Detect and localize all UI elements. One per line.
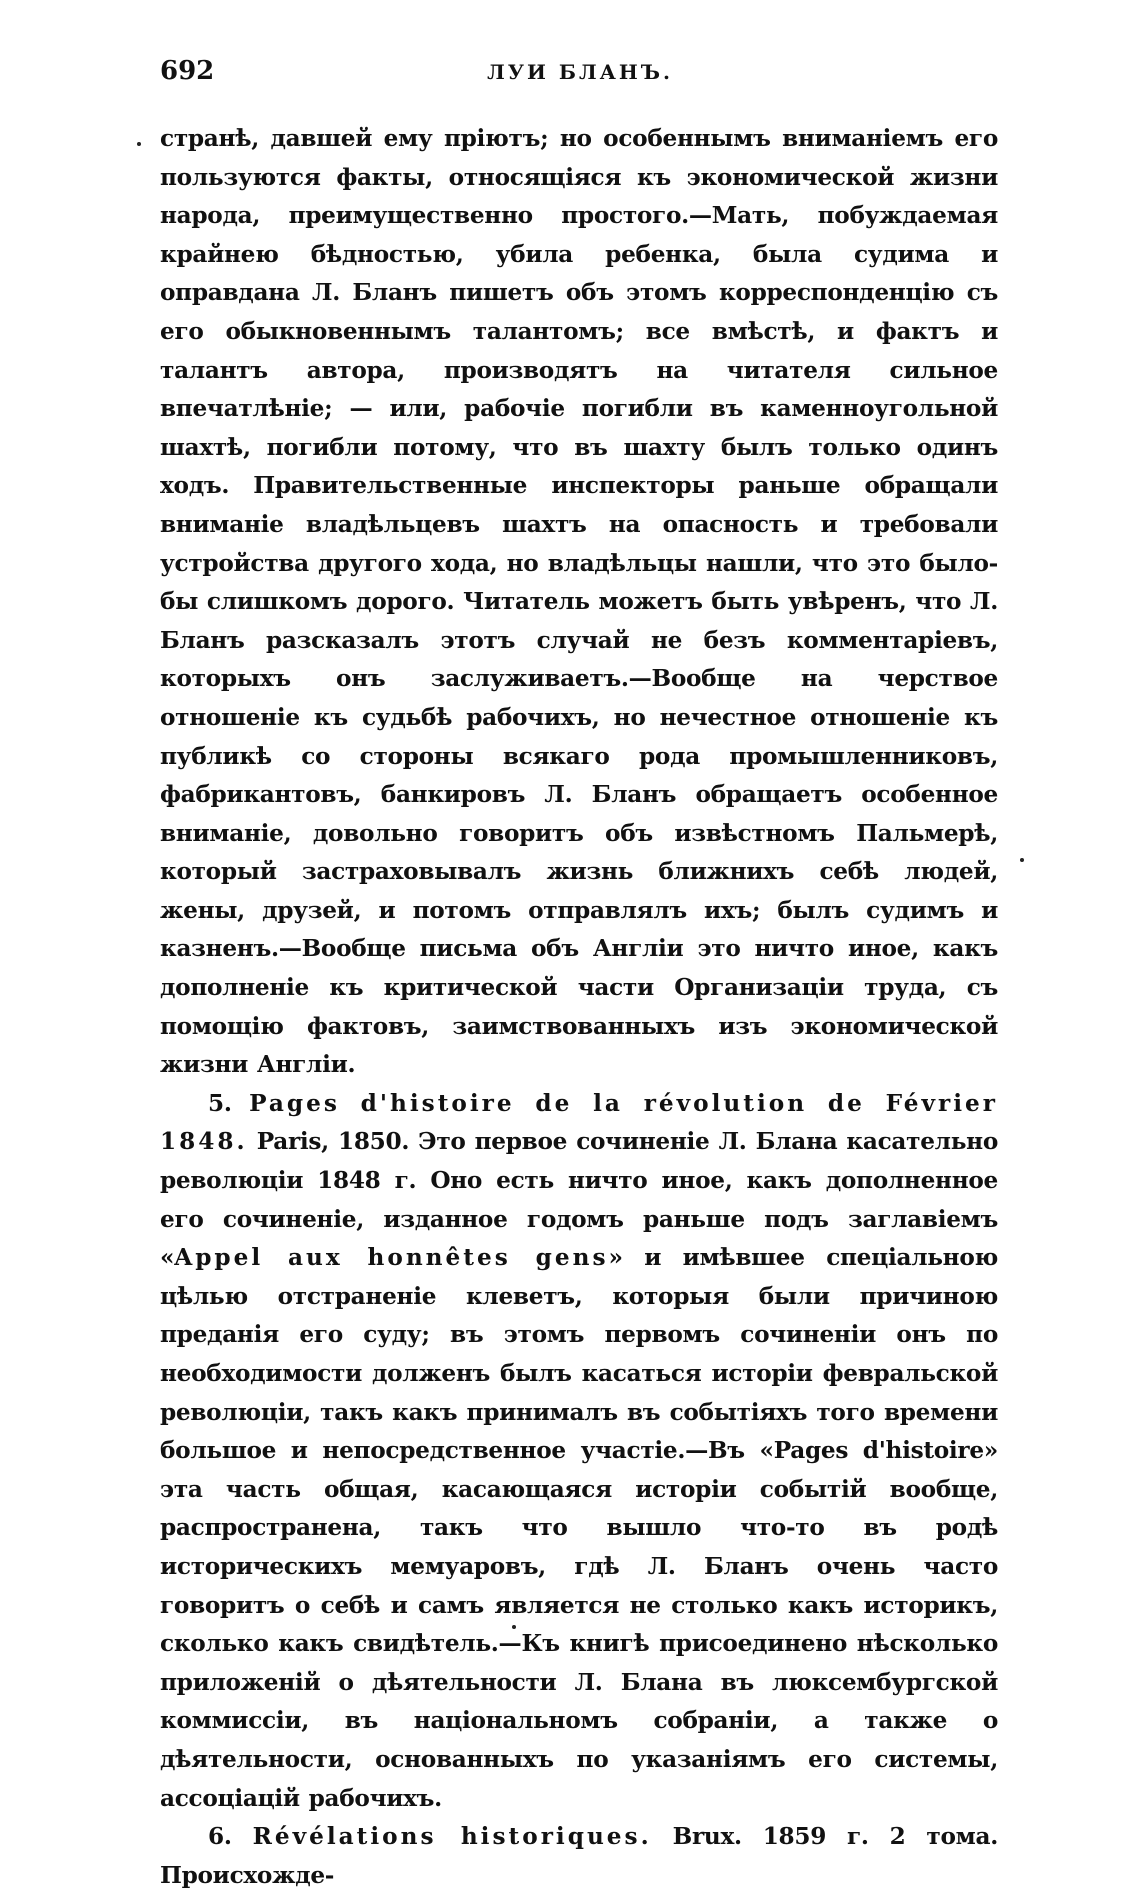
scan-speck <box>512 1625 516 1629</box>
quoted-title: Appel aux honnêtes gens <box>174 1244 609 1272</box>
item-number: 5. <box>208 1089 232 1117</box>
paragraph-text-continued: » и имѣвшее спеціальною цѣлью отстраненіе клеветъ, которыя были причиною преданія его суду; въ этомъ первомъ сочиненіи онъ по необходимости долженъ былъ касаться исторіи февральской революціи, такъ какъ принималъ въ событіяхъ того времени большое и непосредственное участіе.—Въ «Pages d'histoire» эта часть общая, касающаяся исторіи событій вообще, распространена, такъ что вышло что-то въ родѣ историческихъ мемуаровъ, гдѣ Л. Бланъ очень часто говоритъ о себѣ и самъ является не столько какъ историкъ, сколько какъ свидѣтель.—Къ книгѣ присоединено нѣсколько приложеній о дѣятельности Л. Блана въ люксембургской коммиссіи, въ національномъ собраніи, а также о дѣятельности, основанныхъ по указаніямъ его системы, ассоціацій рабочихъ. <box>160 1244 998 1812</box>
paragraph-letters-from-england: странѣ, давшей ему пріютъ; но особеннымъ вниманіемъ его пользуются факты, относящіяся къ экономической жизни народа, преимущественно простого.—Мать, побуждаемая крайнею бѣдностью, убила ребенка, была судима и оправдана Л. Бланъ пишетъ объ этомъ корреспонденцію съ его обыкновеннымъ талантомъ; все вмѣстѣ, и фактъ и талантъ автора, производятъ на читателя сильное впечатлѣніе; — или, рабочіе погибли въ каменноугольной шахтѣ, погибли потому, что въ шахту былъ только одинъ ходъ. Правительственные инспекторы раньше обращали вниманіе владѣльцевъ шахтъ на опасность и требовали устройства другого хода, но владѣльцы нашли, что это было-бы слишкомъ дорого. Читатель можетъ быть увѣренъ, что Л. Бланъ разсказалъ этотъ случай не безъ комментаріевъ, которыхъ онъ заслуживаетъ.—Вообще на черствое отношеніе къ судьбѣ рабочихъ, но нечестное отношеніе къ публикѣ со стороны всякаго рода промышленниковъ, фабрикантовъ, банкировъ Л. Бланъ обращаетъ особенное вниманіе, довольно говоритъ объ извѣстномъ Пальмерѣ, который застраховывалъ жизнь ближнихъ себѣ людей, жены, друзей, и потомъ отправлялъ ихъ; былъ судимъ и казненъ.—Вообще письма объ Англіи это ничто иное, какъ дополненіе къ критической части Организаціи труда, съ помощію фактовъ, заимствованныхъ изъ экономической жизни Англіи. <box>160 125 998 1079</box>
page-number: 692 <box>160 56 215 86</box>
item-number: 6. <box>208 1823 232 1851</box>
paragraph-item-5 <box>160 1085 998 1818</box>
scan-speck <box>137 142 141 146</box>
running-title: ЛУИ БЛАНЪ. <box>487 60 673 84</box>
paragraph-item-6 <box>160 1818 998 1895</box>
work-title: Révélations historiques. <box>252 1823 652 1851</box>
paragraph-text: Brux. 1859 г. 2 тома. Происхожде- <box>160 1823 998 1889</box>
running-head <box>160 56 1000 96</box>
body-text <box>160 120 998 1895</box>
paragraph-text: Paris, 1850. Это первое сочиненіе Л. Блана касательно революціи 1848 г. Оно есть ничто иное, какъ дополненное его сочиненіе, изданное годомъ раньше подъ заглавіемъ « <box>160 1128 998 1272</box>
work-title: Pages d'histoire de la révolution de Février 1848. <box>160 1089 998 1156</box>
scan-speck <box>1020 858 1024 862</box>
